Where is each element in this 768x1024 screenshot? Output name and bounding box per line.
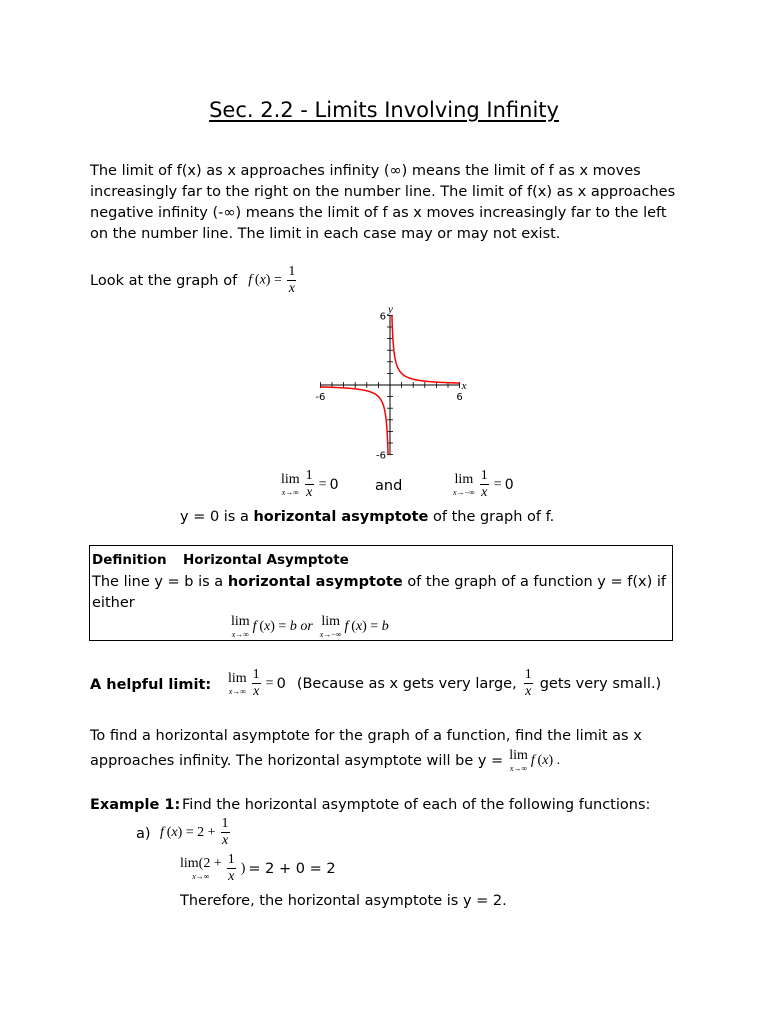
definition-line-2: either [92,595,135,611]
asymptote-statement [180,509,554,525]
asymptote-pre: y = 0 is a [180,509,249,525]
page-title: Sec. 2.2 - Limits Involving Infinity [209,98,559,122]
helpful-explanation-post: gets very small.) [539,675,662,692]
part-a-const: 2 [197,824,205,840]
find-paragraph-line-2: approaches infinity. The horizontal asymptote will be y = lim x→∞ f (x) . [90,748,561,773]
helpful-explanation-pre: (Because as x gets very large, [296,675,517,692]
and-word: and [375,478,403,494]
tick-label-x-min: -6 [315,392,326,403]
intro-paragraph: The limit of f(x) as x approaches infinity (∞) means the limit of f as x moves increasingly far to the right on the number line. The limit of f(x) as x approaches negative infinity (-∞) means the limit of f as x moves increasingly far to the left on the number line. The limit in each case may or may not exist. [90,163,676,242]
example-instruction: Find the horizontal asymptote of each of the following functions: [182,797,651,813]
limit-value: 0 [504,476,514,493]
definition-line-1 [92,574,666,590]
function-definition: f (x) = $\frac{1}{x}$ [248,264,296,296]
y-axis-label: y [388,303,393,316]
definition-heading: Definition [92,552,167,568]
look-at-graph-line [90,265,298,296]
curve-right-branch [392,315,460,383]
helpful-limit-formula: lim x→∞ $\frac{1}{x}$ = 0 (Because as x gets very large, $\frac{1}{x}$ gets very small.) [228,667,662,699]
definition-bold: horizontal asymptote [227,574,403,590]
limit-positive-infinity: lim x→∞ $\frac{1}{x}$ = 0 [281,468,339,500]
helpful-limit-value: 0 [276,675,286,692]
b-symbol: b [289,619,297,634]
tick-label-y-min: -6 [376,450,386,462]
part-a-work: lim(2 + x→∞ $\frac{1}{x}$ ) = 2 + 0 = 2 [180,852,336,884]
reciprocal-graph [310,300,470,470]
tick-label-y-max: 6 [379,311,386,323]
find-paragraph-text: approaches infinity. The horizontal asymptote will be y = [90,753,504,769]
part-a-result: = 2 + 0 = 2 [248,860,336,877]
limit-value: 0 [329,476,339,493]
asymptote-bold: horizontal asymptote [253,509,429,525]
b-symbol: b [381,619,389,634]
part-a-function: f (x) = 2 + $\frac{1}{x}$ [160,816,229,848]
definition-post: of the graph of a function y = f(x) if [407,574,666,590]
graph-axes [320,315,459,454]
find-paragraph-line-1: To find a horizontal asymptote for the graph of a function, find the limit as x [90,728,642,744]
part-a-conclusion: Therefore, the horizontal asymptote is y = 2. [180,893,507,909]
or-word: or [300,619,313,634]
tick-label-x-max: 6 [456,392,463,403]
example-label: Example 1: [90,797,181,813]
definition-formula: lim x→∞ f (x) = b or lim x→−∞ f (x) = b [231,614,389,639]
look-text: Look at the graph of [90,272,238,289]
part-a-label: a) [136,826,151,842]
curve-left-branch [320,387,388,455]
definition-pre: The line y = b is a [92,574,224,590]
limit-negative-infinity: lim x→−∞ $\frac{1}{x}$ = 0 [453,468,514,500]
asymptote-post: of the graph of f. [432,509,555,525]
x-axis-label: x [461,380,467,392]
helpful-limit-label: A helpful limit: [90,677,212,693]
definition-subheading: Horizontal Asymptote [183,552,349,568]
